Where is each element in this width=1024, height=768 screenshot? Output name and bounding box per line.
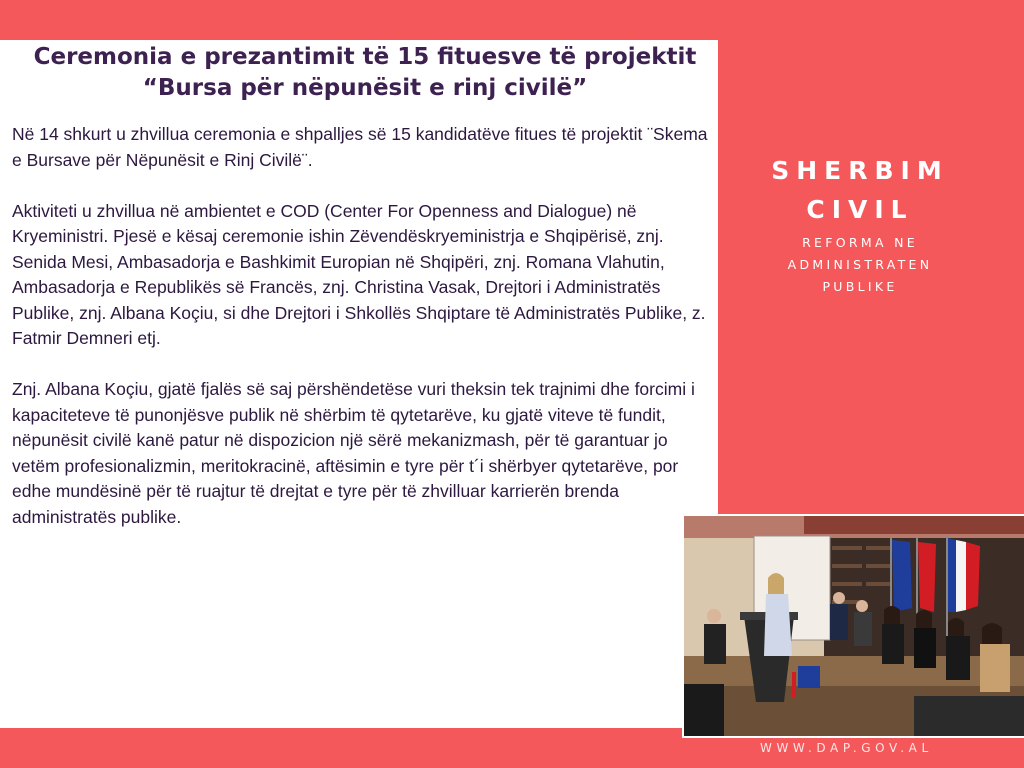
paragraph-1: Në 14 shkurt u zhvillua ceremonia e shpalljes së 15 kandidatëve fitues të projektit ¨Skema e Bursave për Nëpunësit e Rinj Civilë¨. [12, 124, 708, 170]
sidebar-title-line-1: SHERBIM [771, 156, 949, 185]
title-line-2: “Bursa për nëpunësit e rinj civilë” [142, 75, 588, 101]
title-line-1: Ceremonia e prezantimit të 15 fituesve të projektit [33, 44, 697, 70]
sidebar-title-line-2: CIVIL [806, 195, 914, 224]
sidebar-subtitle-line-3: PUBLIKE [822, 279, 898, 294]
page-title [0, 42, 730, 104]
paragraph-3: Znj. Albana Koçiu, gjatë fjalës së saj përshëndetëse vuri theksin tek trajnimi dhe forcimi i kapaciteteve të punonjësve publik në shërbim të qytetarëve, ku gjatë viteve të fundit, nëpunësit civilë kanë patur në dispozicion një sërë mekanizmash, për të garantuar jo vetëm profesionalizmin, meritokracinë, aftësimin e tyre për t´i shërbyer qytetarëve, por edhe mundësinë për të ruajtur të drejtat e tyre për të zhvilluar karrierën brenda administratës publike. [12, 379, 695, 527]
ceremony-photo [684, 516, 1024, 736]
website-url: WWW.DAP.GOV.AL [760, 741, 933, 755]
sidebar-subtitle-line-1: REFORMA NE [802, 235, 918, 250]
paragraph-2: Aktiviteti u zhvillua në ambientet e COD (Center For Openness and Dialogue) në Kryeministri. Pjesë e kësaj ceremonie ishin Zëvendëskryeministrja e Shqipërisë, znj. Senida Mesi, Ambasadorja e Bashkimit Europian në Shqipëri, znj. Romana Vlahutin, Ambasadorja e Republikës së Francës, znj. Christina Vasak, Drejtori i Administratës Publike, znj. Albana Koçiu, si dhe Drejtori i Shkollës Shqiptare të Administratës Publike, z. Fatmir Demneri etj. [12, 200, 706, 348]
article-body [12, 122, 712, 556]
sidebar-subtitle-line-2: ADMINISTRATEN [787, 257, 933, 272]
